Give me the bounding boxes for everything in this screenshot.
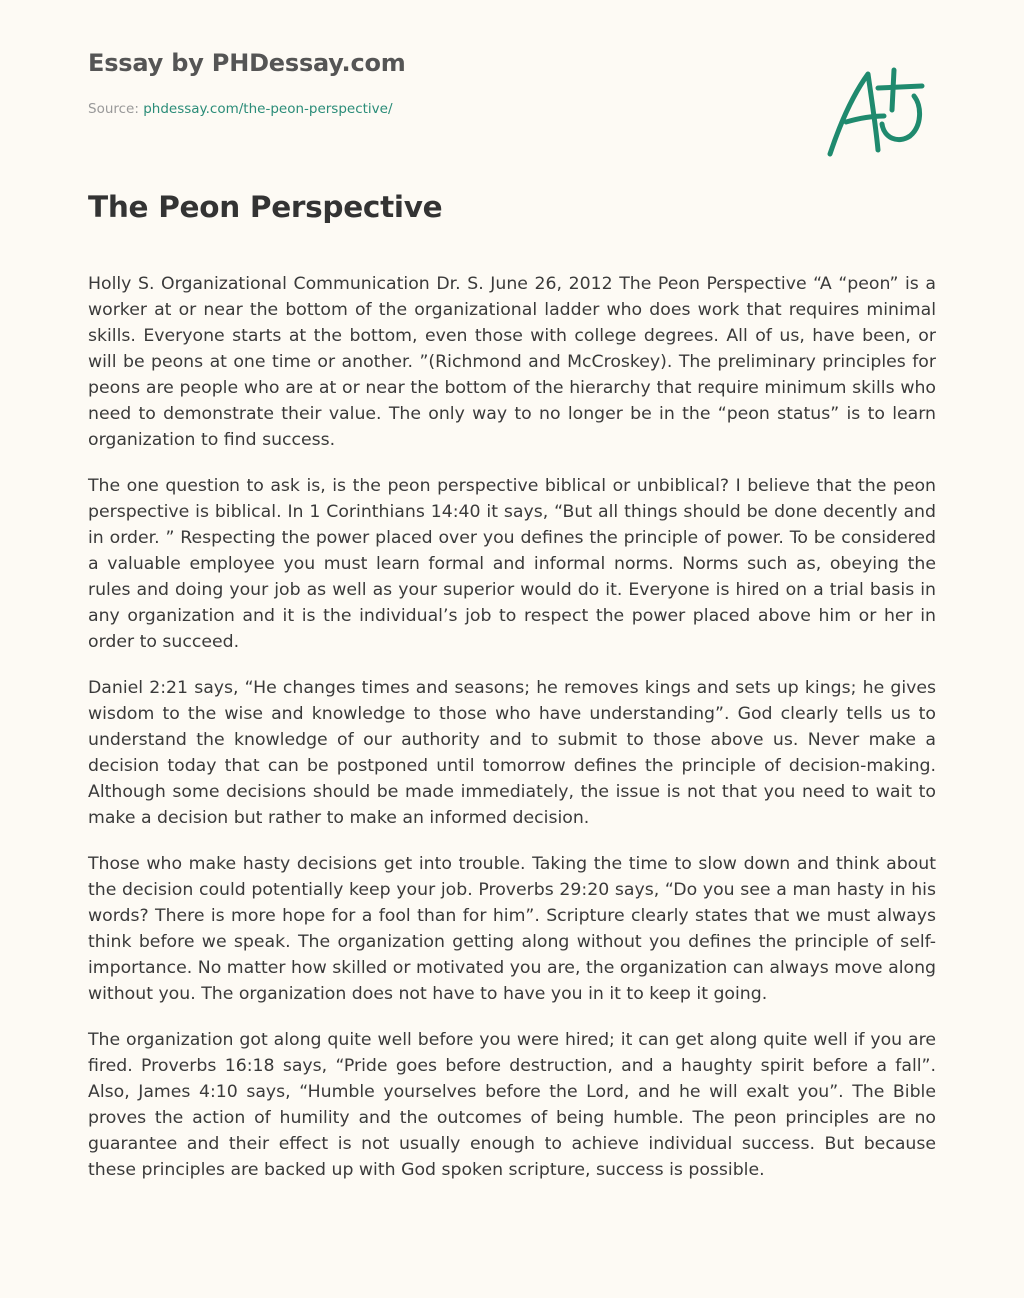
- essay-paragraph: Holly S. Organizational Communication Dr. S. June 26, 2012 The Peon Perspective “A “peon” is a worker at or near the bottom of the organizational ladder who does work that requires minimal skills. Everyone starts at the bottom, even those with college degrees. All of us, have been, or will be peons at one time or another. ”(Richmond and McCroskey). The preliminary principles for peons are people who are at or near the bottom of the hierarchy that require minimum skills who need to demonstrate their value. The only way to no longer be in the “peon status” is to learn organization to find success.: [88, 274, 936, 450]
- essay-paragraph: Daniel 2:21 says, “He changes times and seasons; he removes kings and sets up kings; he gives wisdom to the wise and knowledge to those who have understanding”. God clearly tells us to understand the knowledge of our authority and to submit to those above us. Never make a decision today that can be postponed until tomorrow defines the principle of decision-making. Although some decisions should be made immediately, the issue is not that you need to wait to make a decision but rather to make an informed decision.: [88, 678, 936, 828]
- source-line: [88, 101, 393, 117]
- essay-paragraph: The one question to ask is, is the peon perspective biblical or unbiblical? I believe that the peon perspective is biblical. In 1 Corinthians 14:40 it says, “But all things should be done decently and in order. ” Respecting the power placed over you defines the principle of power. To be considered a valuable employee you must learn formal and informal norms. Norms such as, obeying the rules and doing your job as well as your superior would do it. Everyone is hired on a trial basis in any organization and it is the individual’s job to respect the power placed above him or her in order to succeed.: [88, 476, 936, 652]
- a-plus-grade-icon: [818, 62, 938, 162]
- site-title: Essay by PHDessay.com: [88, 49, 406, 77]
- source-link[interactable]: phdessay.com/the-peon-perspective/: [143, 101, 393, 117]
- essay-body: [88, 271, 936, 1203]
- essay-paragraph: The organization got along quite well before you were hired; it can get along quite well if you are fired. Proverbs 16:18 says, “Pride goes before destruction, and a haughty spirit before a fall”. Also, James 4:10 says, “Humble yourselves before the Lord, and he will exalt you”. The Bible proves the action of humility and the outcomes of being humble. The peon principles are no guarantee and their effect is not usually enough to achieve individual success. But because these principles are backed up with God spoken scripture, success is possible.: [88, 1030, 936, 1180]
- essay-paragraph: Those who make hasty decisions get into trouble. Taking the time to slow down and think about the decision could potentially keep your job. Proverbs 29:20 says, “Do you see a man hasty in his words? There is more hope for a fool than for him”. Scripture clearly states that we must always think before we speak. The organization getting along without you defines the principle of self-importance. No matter how skilled or motivated you are, the organization can always move along without you. The organization does not have to have you in it to keep it going.: [88, 854, 936, 1004]
- essay-title: The Peon Perspective: [88, 190, 443, 224]
- source-label: Source:: [88, 101, 139, 117]
